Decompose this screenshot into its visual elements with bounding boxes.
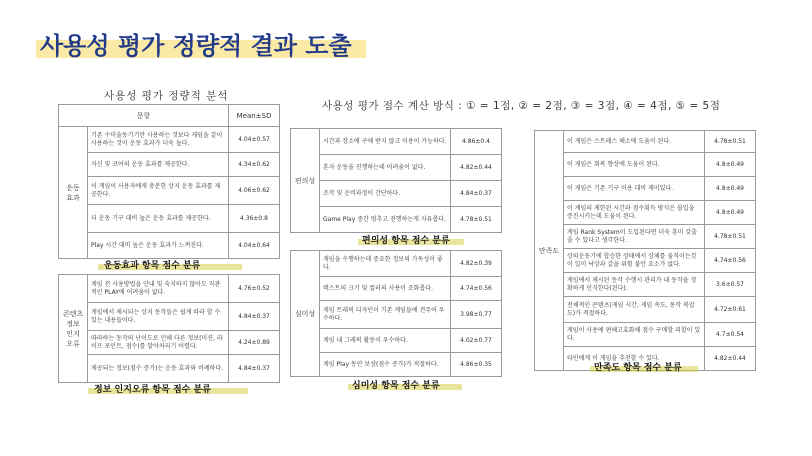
category-cell: 운동 효과	[59, 127, 88, 259]
item-text: 제공되는 정보(점수 증가)는 운동 효과와 비례하다.	[88, 355, 229, 383]
item-text: 상의운동기에 합승한 상태에서 상체를 움직이는것이 일이 낙상과 같을 위험 불안 요소가 없다.	[564, 249, 705, 273]
item-text: 게임이 사용에 편해고효화해 점수 구매할 피할이 있다.	[564, 323, 705, 347]
item-text: 전체적인 콘텐츠(게임 시간, 게임 속도, 동작 복잡도)가 적절하다.	[564, 297, 705, 323]
item-value: 4.82±0.44	[705, 347, 756, 371]
table3-caption: 만족도 항목 점수 분류	[594, 363, 682, 373]
item-text: 게임 전 사용방법을 안내 및 숙지하지 않아도 직관적인 PLAY에 어려움이 없다.	[88, 275, 229, 303]
item-value: 4.8±0.49	[705, 201, 756, 225]
item-text: 게임 Play 동안 보상(점수 증가)가 적절하다.	[320, 353, 451, 377]
page-title: 사용성 평가 정량적 결과 도출	[40, 32, 352, 60]
item-text: 이 게임은 기존 기구 이용 대비 재미있다.	[564, 177, 705, 201]
category-cell: 편의성	[291, 129, 320, 233]
item-text: 게임에서 제시되는 상지 동작들은 쉽게 따라 할 수 있는 내용들이다.	[88, 303, 229, 331]
table1-col-item: 문항	[59, 105, 229, 127]
item-text: 따라하는 동작의 난이도로 인해 다른 정보(미션, 라이프 포인트, 점수)를 알아차리기 어렵다.	[88, 331, 229, 355]
item-value: 4.76±0.52	[229, 275, 280, 303]
item-text: 기존 수미술동기기만 사용하는 것보다 게임을 같이 사용하는 것이 운동 효과가 더욱 높다.	[88, 127, 229, 153]
category-cell: 만족도	[535, 131, 564, 371]
item-text: 혼자 운동을 진행하는데 어려움이 없다.	[320, 155, 451, 181]
category-cell: 콘텐츠 정보 인지 오류	[59, 275, 88, 383]
table2-group2-caption: 심미성 항목 점수 분류	[352, 381, 440, 391]
item-value: 4.82±0.44	[451, 155, 502, 181]
item-value: 4.86±0.35	[451, 353, 502, 377]
item-value: 4.78±0.51	[705, 225, 756, 249]
item-value: 4.82±0.39	[451, 251, 502, 277]
table1b	[58, 274, 280, 383]
item-value: 3.98±0.77	[451, 301, 502, 329]
item-text: 이 게임은 회복 향상에 도움이 된다.	[564, 153, 705, 177]
item-text: 이 게임의 제한된 시간과 점수획득 방식은 몰입을 증진시키는데 도움이 된다.	[564, 201, 705, 225]
item-value: 4.86±0.4	[451, 129, 502, 155]
item-text: Play 시간 대비 높은 운동 효과가 느껴진다.	[88, 233, 229, 259]
item-text: 자신 및 코어의 운동 효과를 제공한다.	[88, 153, 229, 177]
table1-col-value: Mean±SD	[229, 105, 280, 127]
item-text: 게임 트래픽 디자인이 기존 게임들에 견주어 우수하다.	[320, 301, 451, 329]
item-value: 4.74±0.56	[451, 277, 502, 301]
item-value: 4.8±0.49	[705, 177, 756, 201]
item-value: 4.8±0.49	[705, 153, 756, 177]
item-text: 시간과 장소에 구애 받지 않고 이용이 가능하다.	[320, 129, 451, 155]
item-value: 4.36±0.8	[229, 205, 280, 233]
item-value: 4.84±0.37	[229, 303, 280, 331]
table2a	[290, 128, 502, 233]
item-value: 4.84±0.37	[229, 355, 280, 383]
item-text: 타인에게 이 게임을 추천할 수 있다.	[564, 347, 705, 371]
item-text: 이 게임이 사용자에게 충분한 상지 운동 효과를 제공한다.	[88, 177, 229, 205]
item-value: 4.34±0.62	[229, 153, 280, 177]
table2b	[290, 250, 502, 377]
item-value: 4.72±0.61	[705, 297, 756, 323]
item-text: 게임 Rank System이 도입된다면 더욱 흥미 갖출 줄 수 있다고 생각한다.	[564, 225, 705, 249]
item-value: 4.74±0.56	[705, 249, 756, 273]
item-value: 4.04±0.57	[229, 127, 280, 153]
item-text: 게임 내 그래픽 활동이 우수하다.	[320, 329, 451, 353]
item-text: 이 게임은 스트레스 해소에 도움이 된다.	[564, 131, 705, 153]
item-value: 4.02±0.77	[451, 329, 502, 353]
item-value: 4.24±0.89	[229, 331, 280, 355]
item-text: 텍스트의 크기 및 컬러의 사용이 조화롭다.	[320, 277, 451, 301]
item-text: 조작 및 운비과정이 간단하다.	[320, 181, 451, 207]
table1-group2-caption: 정보 인지오류 항목 점수 분류	[94, 385, 211, 395]
score-formula: 사용성 평가 점수 계산 방식 : ① = 1점, ② = 2점, ③ = 3점, ④ = 4점, ⑤ = 5점	[322, 100, 721, 112]
item-text: 게임에서 제시된 동작 수행시 관리가 내 동작을 정확하게 인식한다(된다).	[564, 273, 705, 297]
item-value: 4.84±0.37	[451, 181, 502, 207]
table1-group1-caption: 운동효과 항목 점수 분류	[104, 261, 201, 271]
table3	[534, 130, 756, 371]
item-value: 4.7±0.54	[705, 323, 756, 347]
item-value: 4.04±0.64	[229, 233, 280, 259]
item-text: 게임을 수행하는데 중요한 정보의 가독성이 좋다.	[320, 251, 451, 277]
table1	[58, 104, 280, 259]
item-text: 더 운동 기구 대비 높은 운동 효과를 제공한다.	[88, 205, 229, 233]
item-value: 4.78±0.51	[451, 207, 502, 233]
item-value: 3.6±0.57	[705, 273, 756, 297]
category-cell: 심미성	[291, 251, 320, 377]
table2-group1-caption: 편의성 항목 점수 분류	[362, 236, 450, 246]
table1-heading: 사용성 평가 정량적 분석	[104, 90, 229, 102]
item-value: 4.06±0.62	[229, 177, 280, 205]
item-text: Game Play 중간 멈추고 진행하는게 자유롭다.	[320, 207, 451, 233]
item-value: 4.78±0.51	[705, 131, 756, 153]
